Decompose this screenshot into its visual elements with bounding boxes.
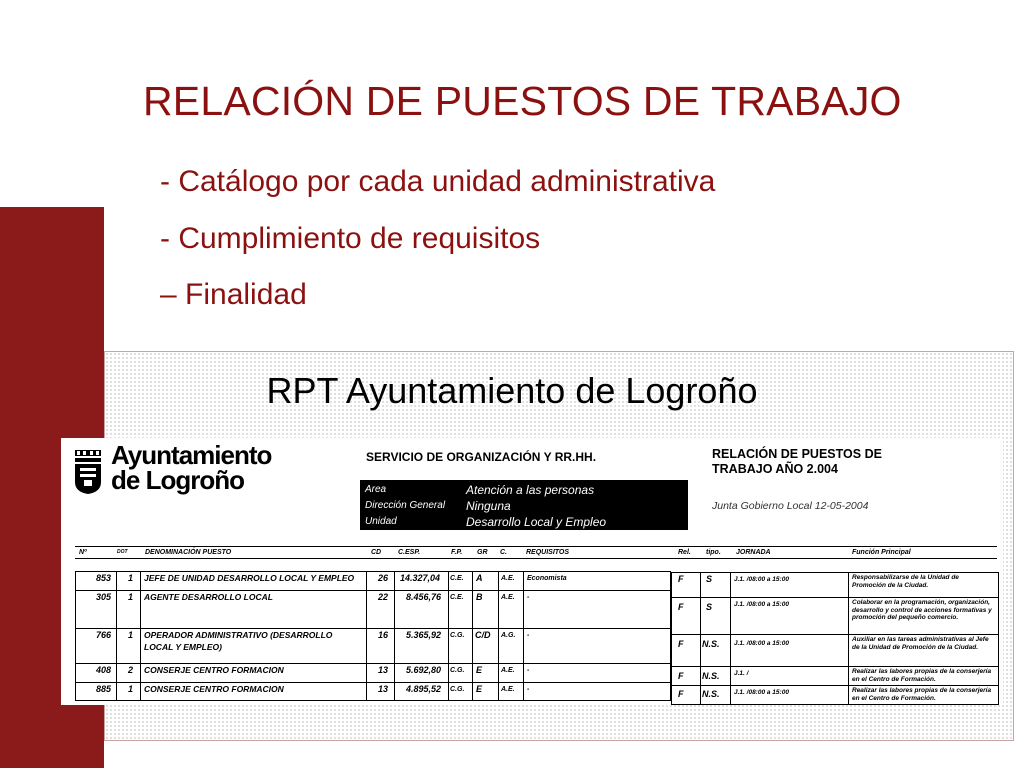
table-row: 408 2 CONSERJE CENTRO FORMACION 13 5.692,80 C.G. E A.E. - [76, 664, 670, 683]
slide-title: RELACIÓN DE PUESTOS DE TRABAJO [143, 78, 902, 124]
city-shield-icon [74, 448, 102, 494]
table-row: 853 1 JEFE DE UNIDAD DESARROLLO LOCAL Y EMPLEO 26 14.327,04 C.E. A A.E. Economista [76, 572, 670, 591]
rpt-document [61, 438, 1003, 705]
panel-title: RPT Ayuntamiento de Logroño [266, 370, 758, 411]
table-row: 885 1 CONSERJE CENTRO FORMACION 13 4.895,52 C.G. E A.E. - [96, 684, 530, 694]
table-row: 305 1 AGENTE DESARROLLO LOCAL 22 8.456,76 C.E. B A.E. - [76, 591, 670, 629]
table-row: F N.S. J.1. / Realizar las labores propias de la conserjería en el Centro de Formación. [672, 667, 998, 686]
table-left [75, 571, 671, 701]
table-row: F N.S. J.1. /08:00 a 15:00 Auxiliar en las tareas administrativas al Jefe de la Unidad de Promoción de la Ciudad. [672, 635, 998, 667]
table-row: F S J.1. /08:00 a 15:00 Colaborar en la programación, organización, desarrollo y control de acciones formativas y promoción del pequeño comercio. [672, 598, 998, 635]
bullet-finalidad: – Finalidad [160, 278, 307, 311]
info-row-direccion: Dirección General Ninguna [365, 499, 511, 513]
rel-title: RELACIÓN DE PUESTOS DE TRABAJO AÑO 2.004 [712, 447, 882, 476]
service-title: SERVICIO DE ORGANIZACIÓN Y RR.HH. [366, 450, 597, 464]
table-row: F S J.1. /08:00 a 15:00 Responsabilizarse de la Unidad de Promoción de la Ciudad. [672, 573, 998, 598]
table-row: 766 1 OPERADOR ADMINISTRATIVO (DESARROLLO LOCAL Y EMPLEO) 16 5.365,92 C.G. C/D A.G. - [76, 629, 670, 664]
info-row-unidad: Unidad Desarrollo Local y Empleo [365, 515, 607, 529]
info-row-area: Area Atención a las personas [365, 483, 595, 497]
logo-wordmark: Ayuntamiento de Logroño [111, 440, 272, 495]
info-box [360, 480, 688, 530]
table-header: Nº DOT DENOMINACIÓN PUESTO CD C.ESP. F.P. GR C. REQUISITOS Rel. tipo. JORNADA Función Principal [75, 546, 997, 559]
table-right [671, 572, 999, 705]
junta-date: Junta Gobierno Local 12-05-2004 [712, 500, 869, 512]
bullet-catalogo: - Catálogo por cada unidad administrativa [160, 165, 716, 198]
bullet-requisitos: - Cumplimiento de requisitos [160, 222, 541, 255]
table-row: F N.S. J.1. /08:00 a 15:00 Realizar las labores propias de la conserjería en el Centro de Formación. [678, 687, 992, 702]
